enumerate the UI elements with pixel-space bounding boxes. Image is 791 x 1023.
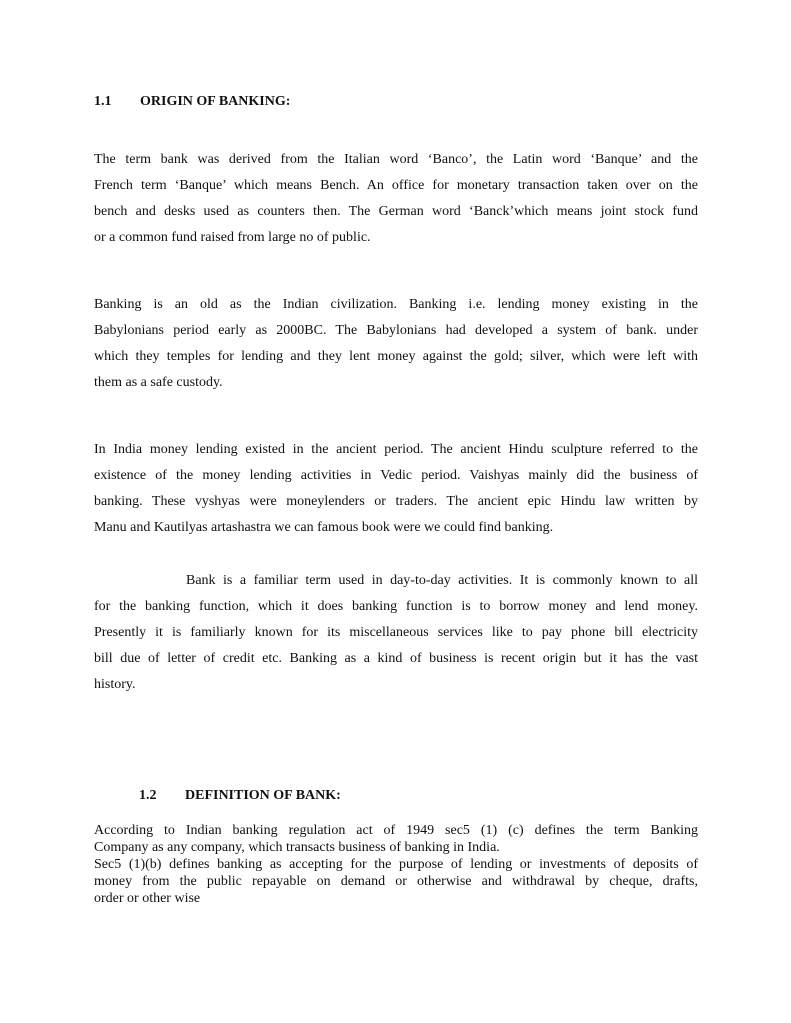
text-line: existence of the money lending activities in Vedic period. Vaishyas mainly did the business of: [94, 468, 698, 483]
text-line: bench and desks used as counters then. The German word ‘Banck’which means joint stock fund: [94, 204, 698, 219]
text-line: Presently it is familiarly known for its miscellaneous services like to pay phone bill electricity: [94, 625, 698, 640]
text-line: Bank is a familiar term used in day-to-day activities. It is commonly known to all: [186, 573, 698, 588]
paragraph-babylonians: [94, 292, 698, 396]
text-line: for the banking function, which it does banking function is to borrow money and lend money.: [94, 599, 698, 614]
text-line: history.: [94, 677, 136, 692]
paragraph-definition: [94, 822, 698, 907]
section-number: 1.2: [139, 788, 157, 803]
section-number: 1.1: [94, 94, 112, 109]
text-line: According to Indian banking regulation act of 1949 sec5 (1) (c) defines the term Banking: [94, 823, 698, 838]
text-line: Manu and Kautilyas artashastra we can famous book were we could find banking.: [94, 520, 554, 535]
text-line: order or other wise: [94, 891, 201, 906]
section-heading-definition: [139, 788, 341, 804]
text-line: bill due of letter of credit etc. Banking as a kind of business is recent origin but it has the vast: [94, 651, 698, 666]
text-line: Company as any company, which transacts business of banking in India.: [94, 840, 500, 855]
text-line: The term bank was derived from the Italian word ‘Banco’, the Latin word ‘Banque’ and the: [94, 152, 698, 167]
paragraph-term-bank: [94, 147, 698, 251]
text-line: which they temples for lending and they lent money against the gold; silver, which were left with: [94, 349, 698, 364]
text-line: Babylonians period early as 2000BC. The Babylonians had developed a system of bank. under: [94, 323, 698, 338]
text-line: In India money lending existed in the ancient period. The ancient Hindu sculpture referred to the: [94, 442, 698, 457]
text-line: money from the public repayable on demand or otherwise and withdrawal by cheque, drafts,: [94, 874, 698, 889]
text-line: Banking is an old as the Indian civilization. Banking i.e. lending money existing in the: [94, 297, 698, 312]
section-heading-origin: [94, 94, 290, 110]
text-line: French term ‘Banque’ which means Bench. An office for monetary transaction taken over on the: [94, 178, 698, 193]
text-line: banking. These vyshyas were moneylenders or traders. The ancient epic Hindu law written by: [94, 494, 698, 509]
paragraph-india-money-lending: [94, 437, 698, 541]
text-line: them as a safe custody.: [94, 375, 223, 390]
text-line: Sec5 (1)(b) defines banking as accepting for the purpose of lending or investments of deposits of: [94, 857, 698, 872]
section-title: ORIGIN OF BANKING:: [140, 94, 291, 109]
paragraph-familiar-term: [94, 568, 698, 698]
text-line: or a common fund raised from large no of public.: [94, 230, 371, 245]
section-title: DEFINITION OF BANK:: [185, 788, 341, 803]
